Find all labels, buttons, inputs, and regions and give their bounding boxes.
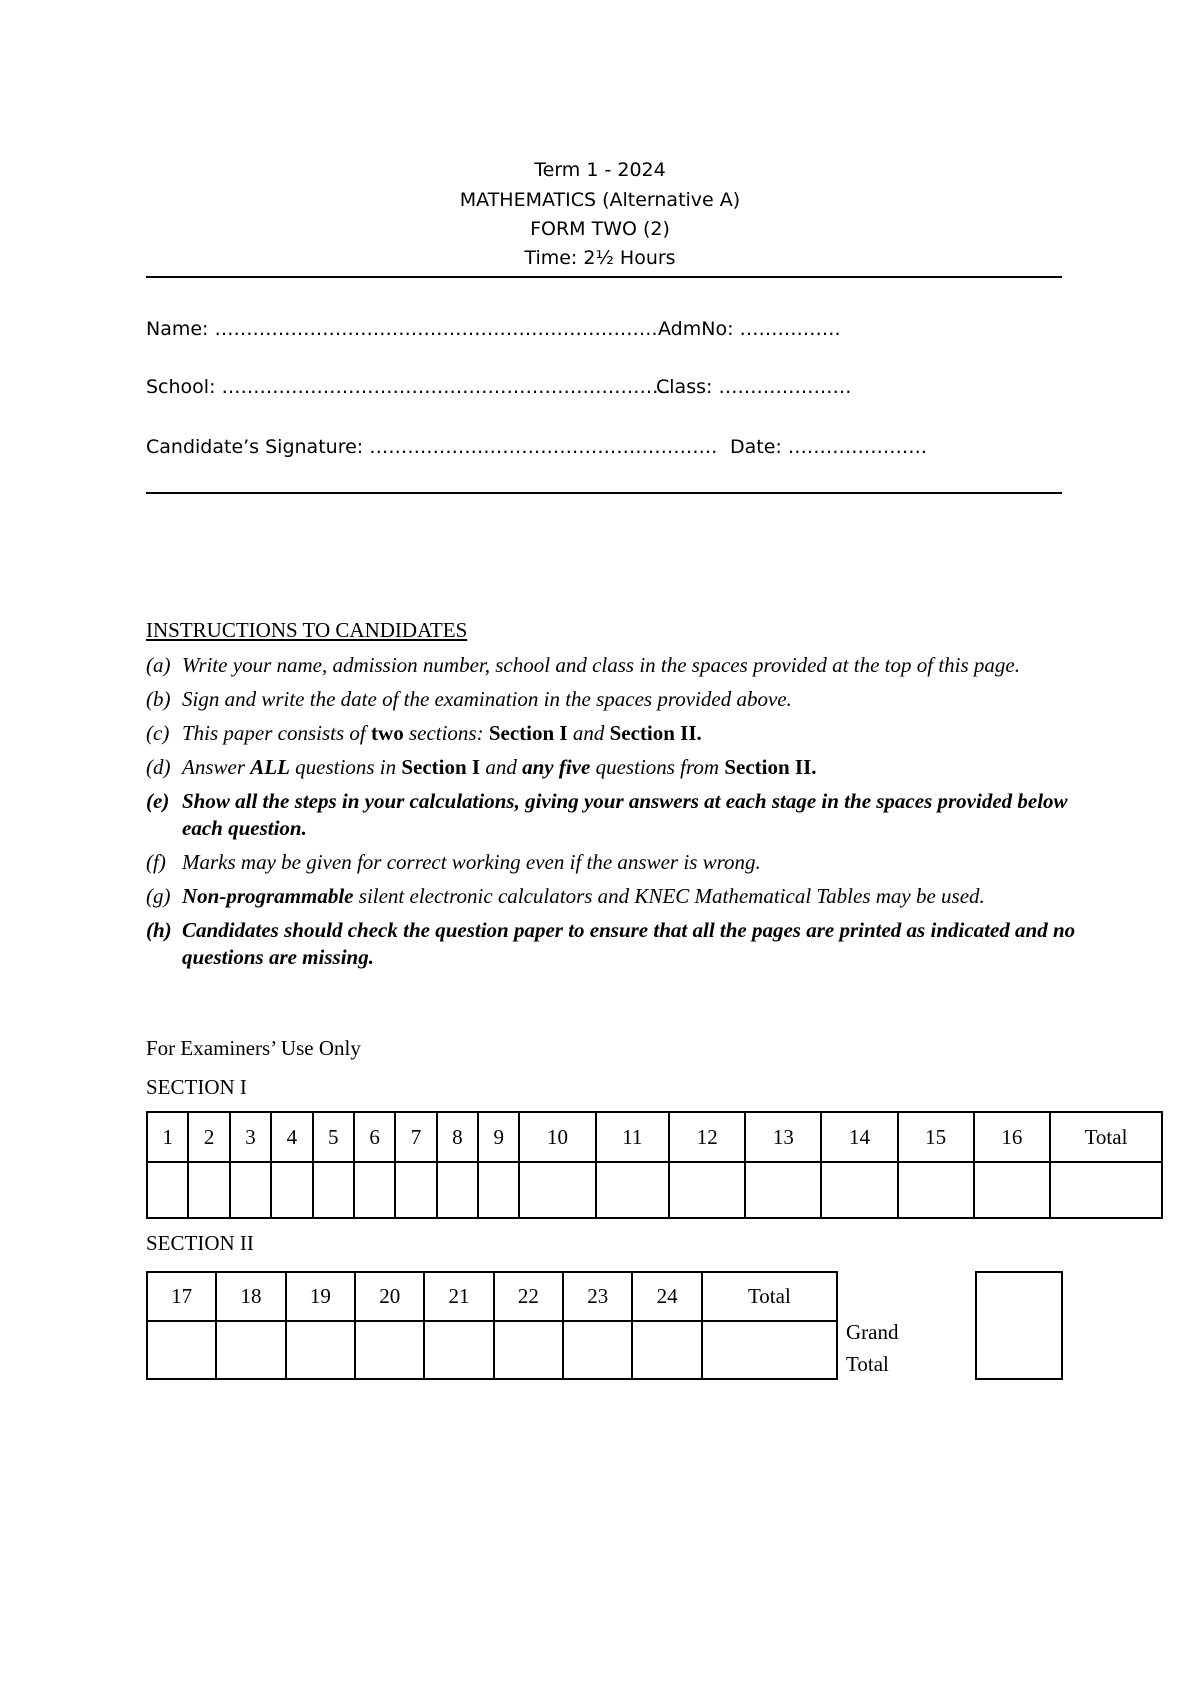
section1-title: SECTION I xyxy=(146,1075,247,1099)
score-cell[interactable] xyxy=(286,1321,355,1379)
score-cell[interactable] xyxy=(216,1321,285,1379)
signature-label: Candidate’s Signature: xyxy=(146,436,364,458)
date-label: Date: xyxy=(730,436,782,458)
score-cell[interactable] xyxy=(424,1321,493,1379)
score-cell[interactable] xyxy=(437,1162,478,1218)
column-header: 14 xyxy=(821,1112,897,1162)
total-cell[interactable] xyxy=(702,1321,837,1379)
column-header: 18 xyxy=(216,1272,285,1321)
column-header: 7 xyxy=(395,1112,436,1162)
score-cell[interactable] xyxy=(355,1321,424,1379)
column-header: 6 xyxy=(354,1112,395,1162)
section2-title: SECTION II xyxy=(146,1231,254,1255)
column-header: 4 xyxy=(271,1112,312,1162)
school-field[interactable]: …………………………………………………………….. xyxy=(221,376,671,398)
time-label: Time: 2½ Hours xyxy=(524,247,676,269)
column-header: 16 xyxy=(974,1112,1050,1162)
score-cell[interactable] xyxy=(745,1162,821,1218)
score-cell[interactable] xyxy=(669,1162,745,1218)
column-header: 10 xyxy=(519,1112,595,1162)
name-field[interactable]: ……………………………………………………………. xyxy=(214,318,658,340)
admno-row xyxy=(658,318,841,340)
instruction-item: (h) Candidates should check the question paper to ensure that all the pages are printed as indicated and no questions are missing. xyxy=(146,918,1076,969)
name-row xyxy=(146,318,658,340)
score-cell[interactable] xyxy=(147,1321,216,1379)
score-cell[interactable] xyxy=(596,1162,670,1218)
score-cell[interactable] xyxy=(395,1162,436,1218)
column-header: 5 xyxy=(313,1112,354,1162)
grand-total-label: Grand Total xyxy=(846,1320,899,1376)
score-cell[interactable] xyxy=(230,1162,271,1218)
subject-label: MATHEMATICS (Alternative A) xyxy=(459,189,741,211)
column-header: 11 xyxy=(596,1112,670,1162)
score-cell[interactable] xyxy=(898,1162,974,1218)
school-row xyxy=(146,376,671,398)
column-header: 13 xyxy=(745,1112,821,1162)
form-label: FORM TWO (2) xyxy=(530,218,670,240)
instruction-item: (d) Answer ALL questions in Section I and any five questions from Section II. xyxy=(146,755,817,779)
admno-field[interactable]: ……………. xyxy=(739,318,841,340)
signature-row xyxy=(146,436,717,458)
instruction-item: (g) Non-programmable silent electronic calculators and KNEC Mathematical Tables may be used. xyxy=(146,884,985,908)
column-header: 3 xyxy=(230,1112,271,1162)
score-cell[interactable] xyxy=(821,1162,897,1218)
column-header: 15 xyxy=(898,1112,974,1162)
column-header: 9 xyxy=(478,1112,519,1162)
column-header: 1 xyxy=(147,1112,188,1162)
score-cell[interactable] xyxy=(147,1162,188,1218)
score-cell[interactable] xyxy=(188,1162,229,1218)
class-field[interactable]: ………………… xyxy=(718,376,852,398)
instruction-item: (f) Marks may be given for correct working even if the answer is wrong. xyxy=(146,850,761,874)
section2-header-row xyxy=(147,1272,837,1321)
column-header: 20 xyxy=(355,1272,424,1321)
class-row xyxy=(656,376,851,398)
score-cell[interactable] xyxy=(354,1162,395,1218)
section2-marks-table xyxy=(146,1271,838,1380)
score-cell[interactable] xyxy=(519,1162,595,1218)
instruction-item: (b) Sign and write the date of the examination in the spaces provided above. xyxy=(146,687,792,711)
date-field[interactable]: …………………. xyxy=(787,436,927,458)
score-cell[interactable] xyxy=(478,1162,519,1218)
column-header-total: Total xyxy=(1050,1112,1162,1162)
instructions-list xyxy=(146,652,1076,978)
score-cell[interactable] xyxy=(271,1162,312,1218)
column-header: 23 xyxy=(563,1272,632,1321)
column-header: 22 xyxy=(494,1272,563,1321)
score-cell[interactable] xyxy=(494,1321,563,1379)
date-row xyxy=(730,436,927,458)
section2-score-row xyxy=(147,1321,837,1379)
column-header: 24 xyxy=(632,1272,701,1321)
instructions-title: INSTRUCTIONS TO CANDIDATES xyxy=(146,618,468,642)
header-divider xyxy=(146,276,1062,278)
instruction-item: (c) This paper consists of two sections: Section I and Section II. xyxy=(146,721,702,745)
admno-label: AdmNo: xyxy=(658,318,734,340)
total-cell[interactable] xyxy=(1050,1162,1162,1218)
column-header: 8 xyxy=(437,1112,478,1162)
score-cell[interactable] xyxy=(974,1162,1050,1218)
score-cell[interactable] xyxy=(632,1321,701,1379)
column-header: 12 xyxy=(669,1112,745,1162)
column-header: 2 xyxy=(188,1112,229,1162)
column-header: 19 xyxy=(286,1272,355,1321)
instruction-item: (e) Show all the steps in your calculations, giving your answers at each stage in the spaces provided below each question. xyxy=(146,789,1068,840)
section1-marks-table xyxy=(146,1111,1163,1219)
name-label: Name: xyxy=(146,318,209,340)
grand-total-box[interactable] xyxy=(975,1271,1063,1380)
section1-score-row xyxy=(147,1162,1162,1218)
column-header: 17 xyxy=(147,1272,216,1321)
score-cell[interactable] xyxy=(313,1162,354,1218)
score-cell[interactable] xyxy=(563,1321,632,1379)
signature-field[interactable]: ………………………………………………. xyxy=(369,436,718,458)
instruction-item: (a) Write your name, admission number, school and class in the spaces provided at the top of this page. xyxy=(146,653,1020,677)
examiners-heading: For Examiners’ Use Only xyxy=(146,1036,361,1060)
column-header: 21 xyxy=(424,1272,493,1321)
section1-header-row xyxy=(147,1112,1162,1162)
class-label: Class: xyxy=(656,376,713,398)
term-label: Term 1 - 2024 xyxy=(534,159,666,181)
fields-divider xyxy=(146,492,1062,494)
school-label: School: xyxy=(146,376,216,398)
column-header-total: Total xyxy=(702,1272,837,1321)
